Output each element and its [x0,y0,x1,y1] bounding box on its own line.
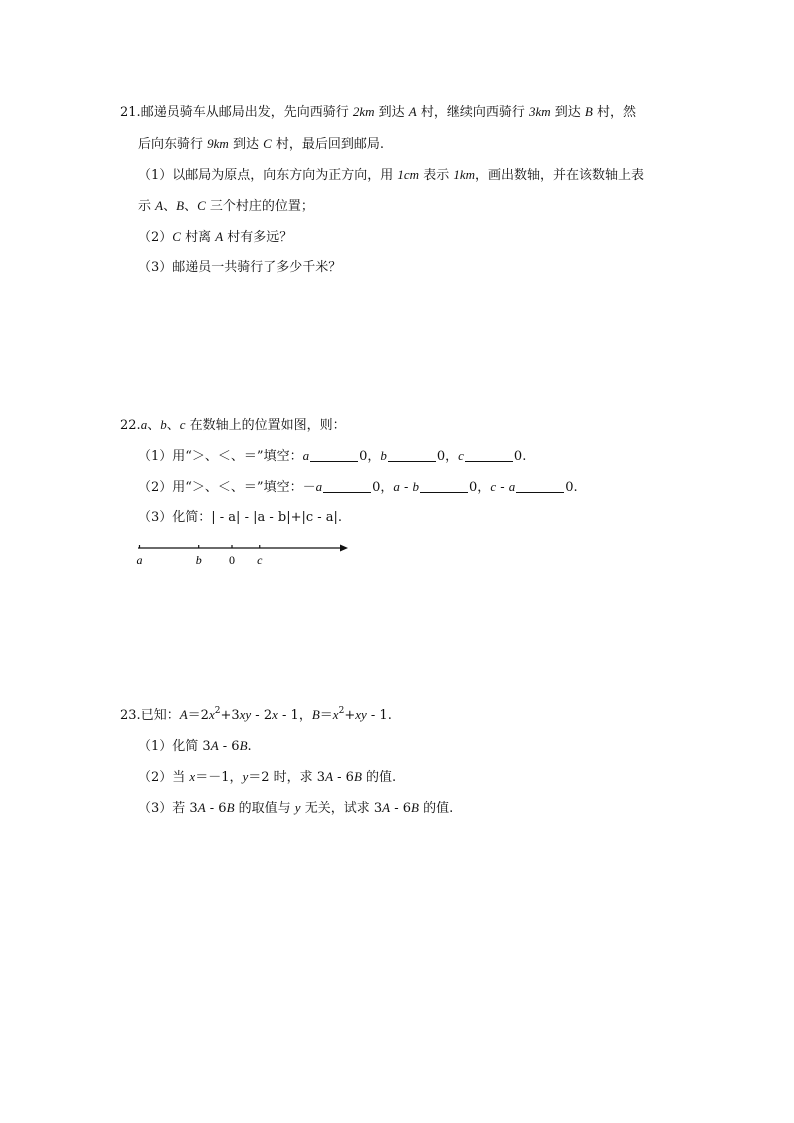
number-line-arrow [340,545,348,552]
answer-blank [388,449,436,462]
number-line [134,538,354,570]
answer-blank [323,480,371,493]
q22-part1: （1）用“＞、＜、＝”填空：a 0，b 0，c 0. [138,448,527,464]
q21-part2: （2）C 村离 A 村有多远？ [138,229,293,245]
q21-part1-line1: （1）以邮局为原点，向东方向为正方向，用 1cm 表示 1km，画出数轴，并在该数轴上表 [138,167,645,183]
answer-blank [516,480,564,493]
q23-part2: （2）当 x＝－1，y＝2 时，求 3A - 6B 的值. [138,769,397,785]
q23-number: 23. [120,708,141,723]
q22-stem: 22.a、b、c 在数轴上的位置如图，则： [120,417,346,433]
answer-blank [465,449,513,462]
number-line-label-b: b [195,553,202,567]
number-line-label-a: a [136,553,143,567]
q22-part3: （3）化简：| - a| - |a - b|+|c - a|. [138,510,343,525]
q23-part1: （1）化简 3A - 6B. [138,738,252,754]
number-line-label-0: 0 [229,553,235,567]
q22-number: 22. [120,418,141,433]
q23-part3: （3）若 3A - 6B 的取值与 y 无关，试求 3A - 6B 的值. [138,800,454,816]
q21-line2: 后向东骑行 9km 到达 C 村，最后回到邮局. [138,136,385,152]
q23-stem: 23.已知：$A=2x^2+3xy - 2x - 1$，$B=x^2+xy - 1$. [120,706,392,723]
q21-part3: （3）邮递员一共骑行了多少千米？ [138,260,342,275]
q22-part2: （2）用“＞、＜、＝”填空：－a 0，a - b 0，c - a 0. [138,479,578,495]
q21-line1: 21.邮递员骑车从邮局出发，先向西骑行 2km 到达 A 村，继续向西骑行 3km 到达 B 村，然 [120,104,637,120]
answer-blank [420,480,468,493]
q21-part1-line2: 示 A、B、C 三个村庄的位置； [138,198,314,214]
answer-blank [310,449,358,462]
number-line-label-c: c [257,553,263,567]
q21-number: 21. [120,105,141,120]
